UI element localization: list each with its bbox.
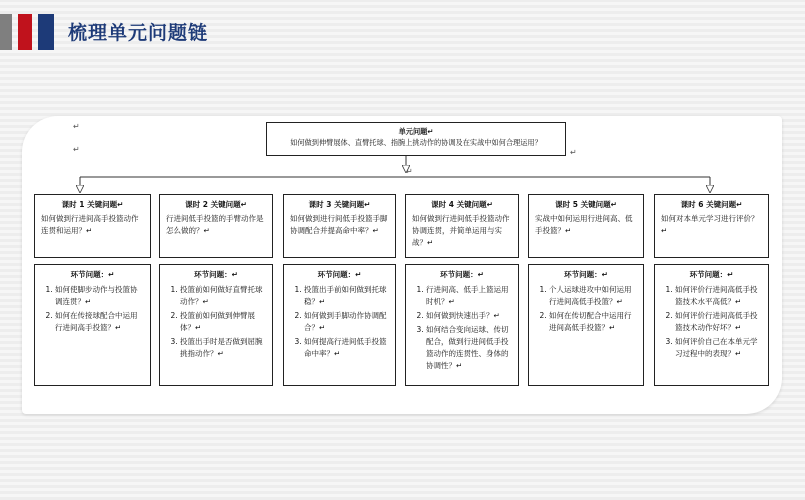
list-item: 1. 投篮前如何做好直臂托球动作？↵: [180, 284, 266, 308]
link-problem-list: [41, 284, 144, 334]
paragraph-mark: ↵: [570, 148, 577, 157]
link-problem-list: [412, 284, 512, 372]
link-problem-title: 环节问题：↵: [70, 270, 115, 279]
key-problem-question: 实战中如何运用行进间高、低手投篮？↵: [535, 214, 633, 235]
list-item: 2. 如何评价行进间高低手投篮技术动作好坏？↵: [675, 310, 762, 334]
list-item: 2. 如何在传切配合中运用行进间高低手投篮？↵: [549, 310, 637, 334]
list-item: 3. 如何提高行进间低手投篮命中率？↵: [304, 336, 389, 360]
unit-problem-title: 单元问题↵: [398, 127, 434, 136]
link-problem-title: 环节问题：↵: [564, 270, 608, 279]
list-item: 1. 如何使脚步动作与投篮协调连贯？↵: [55, 284, 144, 308]
lesson-4-link-box: [405, 264, 519, 386]
paragraph-mark: ↵: [73, 122, 80, 131]
lesson-3-key-box: [283, 194, 396, 258]
link-problem-list: [535, 284, 637, 334]
lesson-5-link-box: [528, 264, 644, 386]
key-problem-question: 如何做到行进间高手投篮动作连贯和运用？↵: [41, 214, 139, 235]
lesson-6-key-box: [654, 194, 769, 258]
list-item: 1. 个人运球进攻中如何运用行进间高低手投篮？↵: [549, 284, 637, 308]
link-problem-title: 环节问题：↵: [317, 270, 362, 279]
key-problem-title: 课时 5 关键问题↵: [555, 200, 617, 209]
lesson-4-key-box: [405, 194, 519, 258]
list-item: 2. 如何做到手脚动作协调配合？↵: [304, 310, 389, 334]
lesson-5-key-box: [528, 194, 644, 258]
list-item: 3. 投篮出手时是否做到屈腕挑指动作？↵: [180, 336, 266, 360]
key-problem-question: 如何做到行进间低手投篮动作协调连贯，并简单运用与实战？↵: [412, 214, 510, 247]
list-item: 2. 如何做到快速出手？↵: [426, 310, 512, 322]
key-problem-question: 如何对本单元学习进行评价？↵: [661, 214, 759, 235]
lesson-2-key-box: [159, 194, 273, 258]
link-problem-title: 环节问题：↵: [194, 270, 238, 279]
lesson-1-key-box: [34, 194, 151, 258]
list-item: 1. 投篮出手前如何做到托球稳？↵: [304, 284, 389, 308]
paragraph-mark: ↵: [406, 167, 413, 176]
link-problem-title: 环节问题：↵: [440, 270, 484, 279]
page-title: 梳理单元问题链: [68, 22, 209, 44]
link-problem-list: [661, 284, 762, 360]
list-item: 1. 行进间高、低手上篮运用时机？↵: [426, 284, 512, 308]
lesson-3-link-box: [283, 264, 396, 386]
lesson-1-link-box: [34, 264, 151, 386]
paragraph-mark: ↵: [73, 145, 80, 154]
list-item: 3. 如何评价自己在本单元学习过程中的表现？↵: [675, 336, 762, 360]
link-problem-list: [166, 284, 266, 360]
lesson-2-link-box: [159, 264, 273, 386]
key-problem-title: 课时 2 关键问题↵: [185, 200, 247, 209]
key-problem-title: 课时 3 关键问题↵: [308, 200, 371, 209]
key-problem-title: 课时 6 关键问题↵: [680, 200, 743, 209]
list-item: 2. 投篮前如何做到伸臂展体？↵: [180, 310, 266, 334]
lesson-6-link-box: [654, 264, 769, 386]
list-item: 1. 如何评价行进间高低手投篮技术水平高低？↵: [675, 284, 762, 308]
key-problem-title: 课时 1 关键问题↵: [61, 200, 124, 209]
key-problem-title: 课时 4 关键问题↵: [431, 200, 493, 209]
unit-problem-box: [266, 122, 566, 156]
unit-problem-question: 如何做到伸臂展体、直臂托球、指腕上挑动作的协调及在实战中如何合理运用？: [290, 138, 542, 147]
list-item: 2. 如何在传接球配合中运用行进间高手投篮？↵: [55, 310, 144, 334]
key-problem-question: 行进间低手投篮的手臂动作是怎么做的？↵: [166, 214, 264, 235]
link-problem-list: [290, 284, 389, 360]
link-problem-title: 环节问题：↵: [689, 270, 734, 279]
key-problem-question: 如何做到进行间低手投篮手脚协调配合并提高命中率？↵: [290, 214, 388, 235]
list-item: 3. 如何结合变向运球、传切配合，做到行进间低手投篮动作的连贯性、身体的协调性？↵: [426, 324, 512, 372]
